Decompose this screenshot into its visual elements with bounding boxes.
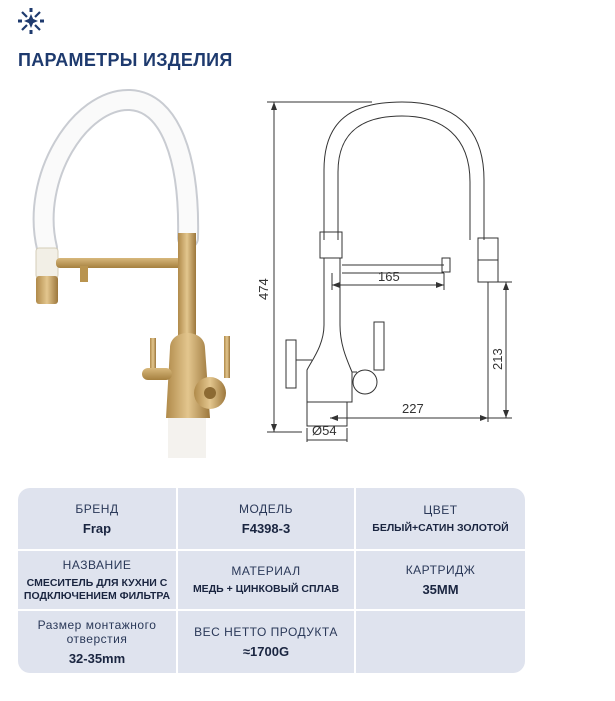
spec-label: Размер монтажного отверстия <box>37 618 157 646</box>
spec-value: СМЕСИТЕЛЬ ДЛЯ КУХНИ С ПОДКЛЮЧЕНИЕМ ФИЛЬТРА <box>23 576 171 602</box>
spec-label: ВЕС НЕТТО ПРОДУКТА <box>194 625 338 639</box>
dim-base-diameter-label: Ø54 <box>312 423 337 438</box>
dim-spout-reach-label: 165 <box>378 269 400 284</box>
spec-label: БРЕНД <box>75 501 119 516</box>
dim-spout-height-label: 213 <box>490 348 505 370</box>
spec-cell-hole-size <box>18 611 178 673</box>
spec-label: КАРТРИДЖ <box>405 563 476 577</box>
spec-cell-weight <box>178 611 356 673</box>
spec-cell-material <box>178 551 356 611</box>
spec-value: МЕДЬ + ЦИНКОВЫЙ СПЛАВ <box>192 583 340 595</box>
spec-cell-name <box>18 551 178 611</box>
spec-cell-color <box>356 488 525 551</box>
spec-label: ЦВЕТ <box>423 502 458 517</box>
spec-cell-empty <box>356 611 525 673</box>
dim-body-reach-label: 227 <box>402 401 424 416</box>
dim-height-label: 474 <box>256 278 271 300</box>
spec-cell-model <box>178 488 356 551</box>
spec-label: МОДЕЛЬ <box>239 501 293 516</box>
page-title: ПАРАМЕТРЫ ИЗДЕЛИЯ <box>18 50 233 70</box>
spec-cell-brand <box>18 488 178 551</box>
spec-value: 32-35mm <box>68 651 126 666</box>
spec-value: Frap <box>82 520 112 536</box>
spec-value: ≈1700G <box>242 644 290 659</box>
spec-table <box>18 488 525 673</box>
spec-label: НАЗВАНИЕ <box>62 557 132 572</box>
spec-value: БЕЛЫЙ+САТИН ЗОЛОТОЙ <box>372 521 509 534</box>
spec-label: МАТЕРИАЛ <box>231 564 301 578</box>
spec-cell-cartridge <box>356 551 525 611</box>
technical-drawing <box>256 90 562 450</box>
spec-value: F4398-3 <box>241 520 291 536</box>
faucet-photo <box>10 88 270 458</box>
brand-logo-icon <box>16 6 46 36</box>
spec-value: 35MM <box>422 582 459 597</box>
